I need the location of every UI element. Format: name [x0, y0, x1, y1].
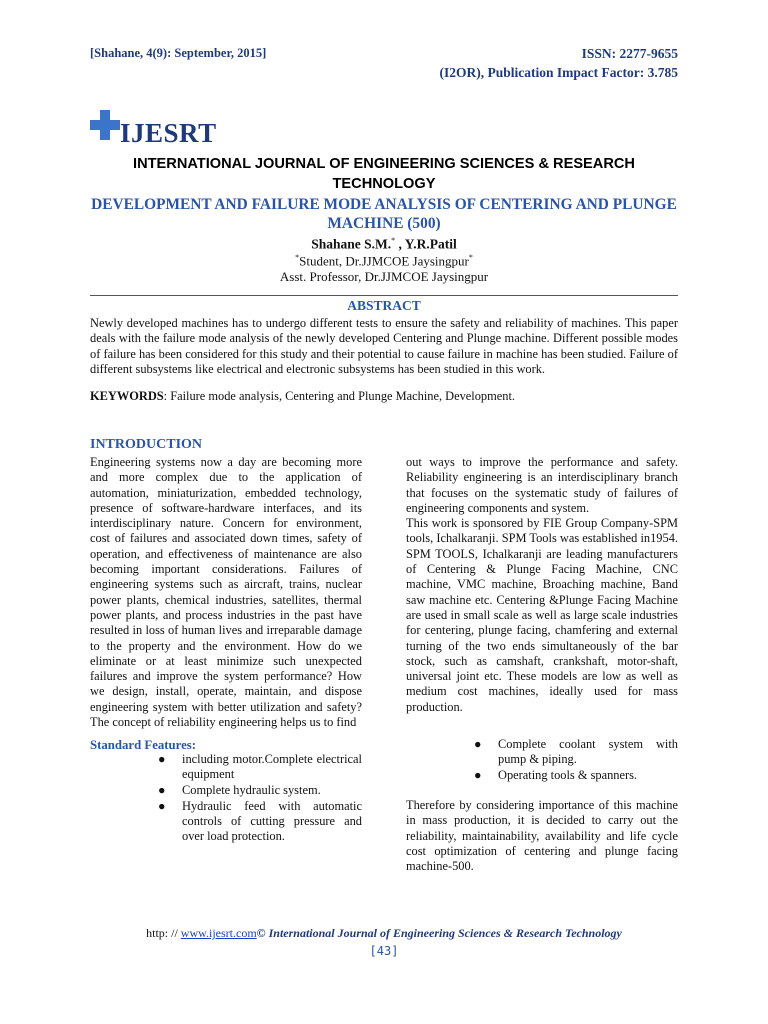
feature-text: Operating tools & spanners. — [498, 768, 638, 782]
features-list-right — [474, 737, 678, 784]
bullet-icon: ● — [474, 737, 482, 751]
author-second: , Y.R.Patil — [395, 236, 457, 252]
logo-text: IJESRT — [120, 118, 217, 148]
intro-left-text: Engineering systems now a day are becoming more and more complex due to the application of automation, miniaturization, embedded technology, presence of software-hardware interfaces, and its interdisciplinary nature. Concern for environment, cost of failures and associated down times, safety of operation, and effectiveness of maintenance are also becoming important considerations. Failures of engineering systems such as aircraft, trains, nuclear power plants, chemical industries, satellites, thermal power plants, and process industries in the past have resulted in loss of human lives and irreparable damage to the property and the environment. How do we eliminate or at least minimize such unexpected failures and improve the system performance? How we design, install, operate, maintain, and dispose engineering system with better utilization and safety? The concept of reliability engineering helps us to find — [90, 455, 362, 730]
divider — [90, 295, 678, 296]
bullet-icon: ● — [158, 783, 166, 797]
header-citation: [Shahane, 4(9): September, 2015] — [90, 46, 267, 60]
journal-logo — [90, 110, 290, 158]
abstract-body: Newly developed machines has to undergo different tests to ensure the safety and reliability of machines. This paper deals with the failure mode analysis of the newly developed Centering and Plunge machine. Different possible modes of failure has been considered for this study and their potential to cause failure in machine has been studied. Failure of different subsystems like electrical and electronic subsystems has been studied in this work. — [90, 316, 678, 376]
footer-link[interactable]: www.ijesrt.com — [180, 926, 257, 940]
intro-right-column — [406, 455, 678, 715]
impact-factor: (I2OR), Publication Impact Factor: 3.785 — [439, 65, 678, 80]
list-item — [158, 752, 362, 782]
author-first-mark: * — [391, 236, 396, 245]
footer — [90, 926, 678, 941]
header-issn-block — [440, 44, 678, 82]
standard-features-heading: Standard Features: — [90, 738, 197, 752]
list-item — [474, 737, 678, 767]
feature-text: Complete hydraulic system. — [182, 783, 321, 797]
features-list-left — [158, 752, 362, 845]
bullet-icon: ● — [158, 752, 166, 766]
bullet-icon: ● — [158, 799, 166, 813]
feature-text: including motor.Complete electrical equipment — [182, 752, 362, 781]
affiliation-1 — [90, 253, 678, 269]
intro-right-p2: This work is sponsored by FIE Group Company-SPM tools, Ichalkaranji. SPM Tools was established in1954. SPM TOOLS, Ichalkaranji are leading manufacturers of Centering & Plunge Facing Machine, CNC machine, VMC machine, Broaching machine, Band saw machine etc. Centering &Plunge Facing Machine are used in small scale as well as large scale industries for centering, plunge facing, chamfering and external turning of the two ends simultaneously of the bar stock, such as camshaft, crankshaft, motor-shaft, universal joint etc. These models are low as well as medium cost machines, ideally used for mass production. — [406, 516, 678, 714]
abstract-heading: ABSTRACT — [347, 298, 421, 313]
feature-text: Hydraulic feed with automatic controls of cutting pressure and over load protection. — [182, 799, 362, 843]
introduction-heading: INTRODUCTION — [90, 437, 203, 452]
aff1-trail: * — [468, 253, 473, 262]
intro-left-column — [90, 455, 362, 730]
list-item — [158, 799, 362, 844]
list-item — [474, 768, 678, 783]
aff1-text: Student, Dr.JJMCOE Jaysingpur — [299, 253, 469, 269]
keywords — [90, 389, 678, 404]
author-first: Shahane S.M. — [311, 236, 392, 252]
page-number: [43] — [369, 944, 399, 958]
paper-title: DEVELOPMENT AND FAILURE MODE ANALYSIS OF CENTERING AND PLUNGE MACHINE (500) — [91, 196, 677, 232]
footer-journal: © International Journal of Engineering Sciences & Research Technology — [256, 926, 622, 940]
plus-icon — [90, 110, 120, 140]
issn: ISSN: 2277-9655 — [581, 46, 678, 61]
journal-title: INTERNATIONAL JOURNAL OF ENGINEERING SCIENCES & RESEARCH TECHNOLOGY — [133, 156, 635, 192]
authors — [90, 236, 678, 253]
feature-text: Complete coolant system with pump & piping. — [498, 737, 678, 766]
bullet-icon: ● — [474, 768, 482, 782]
list-item — [158, 783, 362, 798]
intro-right-p1: out ways to improve the performance and safety. Reliability engineering is an interdisciplinary branch that focuses on the systematic study of failures of engineering components and system. — [406, 455, 678, 515]
keywords-label: KEYWORDS — [90, 389, 164, 403]
affiliation-2: Asst. Professor, Dr.JJMCOE Jaysingpur — [279, 269, 489, 284]
keywords-text: : Failure mode analysis, Centering and Plunge Machine, Development. — [163, 389, 516, 403]
conclusion-paragraph: Therefore by considering importance of this machine in mass production, it is decided to carry out the reliability, maintainability, availability and life cycle cost optimization of centering and plunge facing machine-500. — [406, 798, 678, 874]
footer-prefix: http: // — [146, 926, 181, 940]
aff1-mark: * — [295, 253, 300, 262]
